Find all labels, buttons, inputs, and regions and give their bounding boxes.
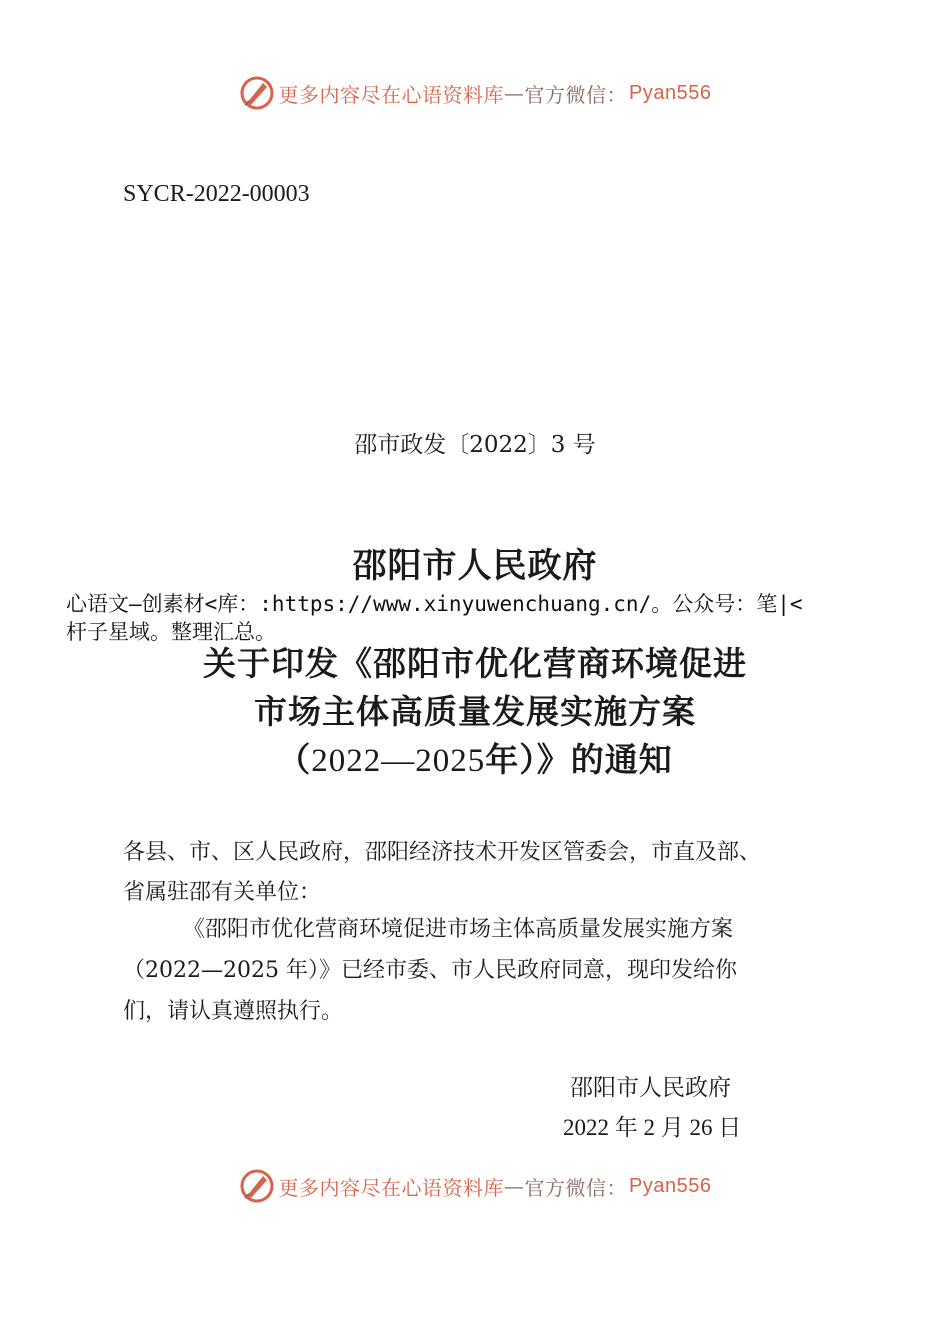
body-line: 们，请认真遵照执行。 [123, 999, 344, 1024]
addressee-line: 省属驻邵有关单位： [123, 880, 322, 905]
banner-wechat-id: Pyan556 [629, 81, 712, 104]
header-banner [0, 73, 950, 113]
banner-separator: — [504, 1174, 525, 1198]
signature-organization: 邵阳市人民政府 [570, 1075, 731, 1101]
body-line [123, 909, 823, 950]
document-code: SYCR-2022-00003 [123, 181, 310, 207]
watermark-line: 杆子星域。整理汇总。 [66, 620, 276, 644]
title-line: 关于印发《邵阳市优化营商环境促进 [203, 644, 747, 683]
addressee [123, 833, 823, 913]
banner-wechat-label: 官方微信： [524, 1175, 628, 1200]
banner-wechat-label: 官方微信： [524, 82, 628, 107]
banner-main-text: 更多内容尽在心语资料库 [278, 1175, 505, 1200]
watermark-line: 心语文—创素材<库：:https://www.xinyuwenchuang.cn/。公众号：笔|< [66, 592, 803, 616]
banner-separator: — [504, 81, 525, 105]
addressee-line: 各县、市、区人民政府，邵阳经济技术开发区管委会，市直及部、 [123, 840, 762, 865]
document-number: 邵市政发〔2022〕3 号 [354, 432, 596, 458]
footer-banner [0, 1166, 950, 1206]
document-title [0, 640, 950, 785]
pen-circle-logo-icon [239, 1168, 275, 1204]
title-line-end: 年）》的通知 [485, 740, 673, 779]
body-line-text: 《邵阳市优化营商环境促进市场主体高质量发展实施方案 [183, 917, 734, 942]
title-line [0, 736, 950, 785]
signature-date: 2022 年 2 月 26 日 [563, 1115, 742, 1140]
title-line: 市场主体高质量发展实施方案 [254, 692, 696, 731]
watermark-text [66, 590, 896, 646]
banner-main-text: 更多内容尽在心语资料库 [278, 82, 505, 107]
title-years: 2022—2025 [311, 743, 486, 779]
pen-circle-logo-icon [239, 75, 275, 111]
body-paragraph [123, 909, 823, 1032]
issuer-heading: 邵阳市人民政府 [352, 546, 598, 586]
title-paren: （ [277, 740, 312, 779]
body-line: （2022—2025 年）》已经市委、市人民政府同意，现印发给你 [123, 958, 737, 983]
banner-wechat-id: Pyan556 [629, 1174, 712, 1197]
